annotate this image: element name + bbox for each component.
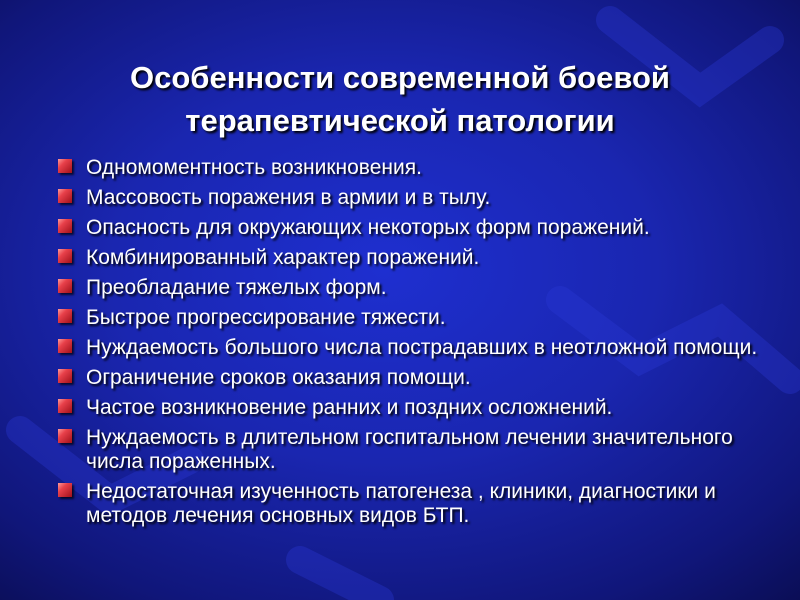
red-square-bullet-icon <box>58 339 72 353</box>
red-square-bullet-icon <box>58 159 72 173</box>
red-square-bullet-icon <box>58 189 72 203</box>
red-square-bullet-icon <box>58 399 72 413</box>
bullet-item <box>58 186 778 210</box>
bullet-text: Частое возникновение ранних и поздних осложнений. <box>86 396 613 419</box>
bullet-text: Опасность для окружающих некоторых форм поражений. <box>86 216 650 239</box>
slide-title-line: Особенности современной боевой <box>130 59 670 95</box>
bullet-item <box>58 216 778 240</box>
bullet-item <box>58 276 778 300</box>
bullet-item <box>58 426 778 474</box>
bullet-item <box>58 396 778 420</box>
bullet-list <box>58 156 778 534</box>
bullet-text: Нуждаемость в длительном госпитальном лечении значительного числа пораженных. <box>86 426 733 473</box>
bullet-text: Недостаточная изученность патогенеза , клиники, диагностики и методов лечения основных видов БТП. <box>86 480 716 527</box>
slide-title <box>60 56 740 142</box>
red-square-bullet-icon <box>58 309 72 323</box>
red-square-bullet-icon <box>58 249 72 263</box>
bullet-item <box>58 156 778 180</box>
bullet-item <box>58 480 778 528</box>
bullet-text: Одномоментность возникновения. <box>86 156 422 179</box>
bullet-item <box>58 246 778 270</box>
red-square-bullet-icon <box>58 429 72 443</box>
bullet-text: Нуждаемость большого числа пострадавших в неотложной помощи. <box>86 336 758 359</box>
red-square-bullet-icon <box>58 279 72 293</box>
red-square-bullet-icon <box>58 369 72 383</box>
bullet-text: Массовость поражения в армии и в тылу. <box>86 186 491 209</box>
bullet-text: Быстрое прогрессирование тяжести. <box>86 306 446 329</box>
bullet-item <box>58 336 778 360</box>
red-square-bullet-icon <box>58 219 72 233</box>
bullet-item <box>58 306 778 330</box>
bullet-text: Преобладание тяжелых форм. <box>86 276 387 299</box>
red-square-bullet-icon <box>58 483 72 497</box>
bullet-text: Ограничение сроков оказания помощи. <box>86 366 471 389</box>
bullet-text: Комбинированный характер поражений. <box>86 246 480 269</box>
slide-title-line: терапевтической патологии <box>185 102 615 138</box>
bullet-item <box>58 366 778 390</box>
